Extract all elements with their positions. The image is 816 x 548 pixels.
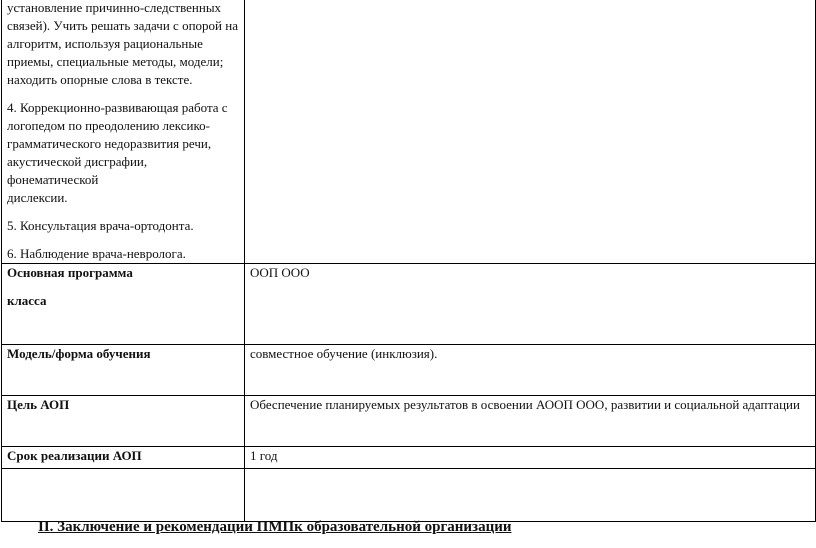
term-label-cell: [2, 447, 245, 469]
empty-cell: [245, 0, 816, 264]
term-label: Срок реализации АОП: [7, 448, 142, 463]
table-row-empty: [2, 469, 816, 522]
table-row-recommendations: [2, 0, 816, 264]
goal-label: Цель АОП: [7, 397, 70, 412]
item-6: 6. Наблюдение врача-невролога.: [7, 246, 186, 261]
text-line: находить опорные слова в тексте.: [7, 72, 193, 87]
text-line: акустической дисграфии, фонематической: [7, 154, 148, 187]
text-line: 4. Коррекционно-развивающая работа с: [7, 100, 228, 115]
model-label: Модель/форма обучения: [7, 346, 151, 361]
text-line: логопедом по преодолению лексико-: [7, 118, 210, 133]
empty-cell: [245, 469, 816, 522]
term-value-cell: [245, 447, 816, 469]
model-label-cell: [2, 345, 245, 396]
item-5: 5. Консультация врача-ортодонта.: [7, 218, 194, 233]
table-row-program: [2, 264, 816, 345]
empty-cell: [2, 469, 245, 522]
text-line: алгоритм, используя рациональные: [7, 36, 203, 51]
table-row-model: [2, 345, 816, 396]
model-value: совместное обучение (инклюзия).: [250, 346, 438, 361]
text-line: грамматического недоразвития речи,: [7, 136, 212, 151]
program-label-cell: [2, 264, 245, 345]
program-label-line1: Основная программа: [7, 265, 133, 280]
model-value-cell: [245, 345, 816, 396]
text-line: связей). Учить решать задачи с опорой на: [7, 18, 238, 33]
text-line: дислексии.: [7, 190, 68, 205]
program-value: ООП ООО: [250, 265, 310, 280]
table-row-goal: [2, 396, 816, 447]
program-label-line2: класса: [7, 293, 47, 308]
table-row-term: [2, 447, 816, 469]
goal-value: Обеспечение планируемых результатов в освоении АООП ООО, развитии и социальной адаптации: [250, 397, 800, 412]
term-value: 1 год: [250, 448, 278, 463]
recommendations-cell: [2, 0, 245, 264]
program-value-cell: [245, 264, 816, 345]
aop-table: [1, 0, 816, 522]
goal-value-cell: [245, 396, 816, 447]
text-line: установление причинно-следственных: [7, 0, 222, 15]
goal-label-cell: [2, 396, 245, 447]
section-heading: II. Заключение и рекомендации ПМПк образовательной организации: [38, 519, 512, 535]
text-line: приемы, специальные методы, модели;: [7, 54, 224, 69]
